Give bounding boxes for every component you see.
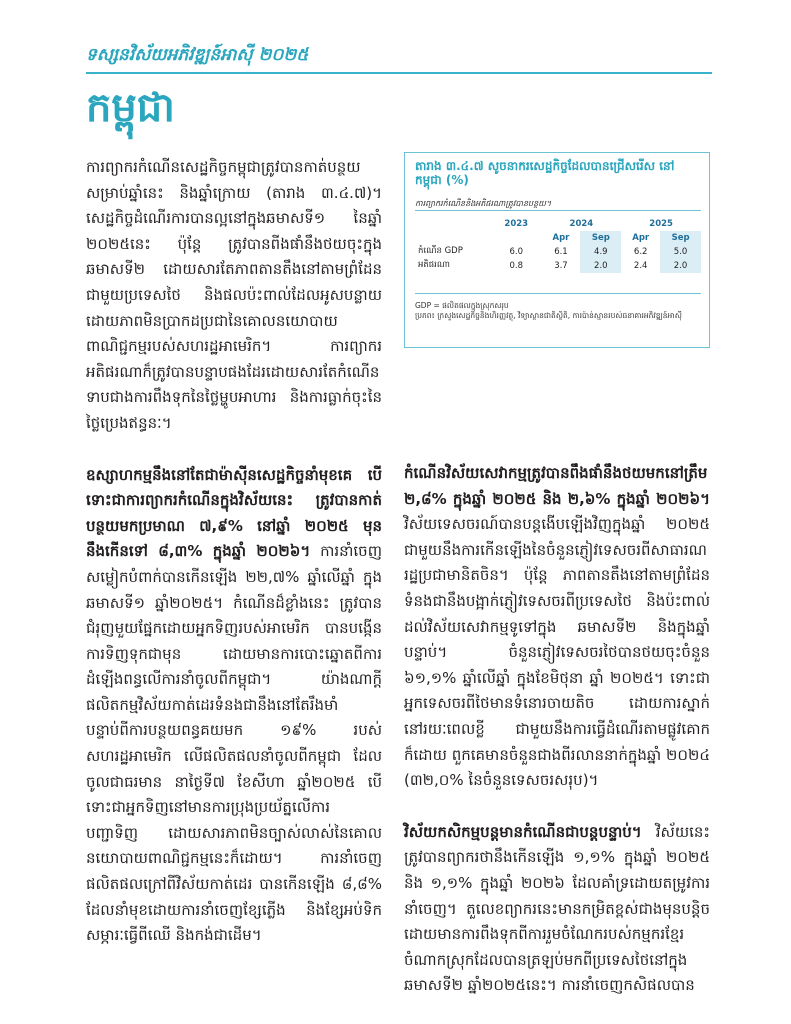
paragraph-industry xyxy=(86,463,382,949)
table-note: GDP = ផលិតផលក្នុងស្រុកសរុប xyxy=(415,301,509,310)
paragraph-body: វិស័យទេសចរណ៍បានបន្តងើបឡើងវិញក្នុងឆ្នាំ ២០២៥ ជាមួយនឹងការកើនឡើងនៃចំនួនភ្ញៀវទេសចរពីសាធារណរដ្ឋប្រជាមានិតចិន។ ប៉ុន្តែ ភាពតានតឹងនៅតាមព្រំដែនទំនងជានឹងបង្អាក់ភ្ញៀវទេសចរពីប្រទេសថៃ និងប៉ះពាល់ដល់វិស័យសេវាកម្មទូទៅក្នុង ឆមាសទី២ និងក្នុងឆ្នាំបន្ទាប់។ ចំនួនភ្ញៀវទេសចរថៃបានថយចុះចំនួន ៦១,១% ឆ្នាំលើឆ្នាំ ក្នុងខែមិថុនា ឆ្នាំ ២០២៥។ ទោះជាអ្នកទេសចរពីថៃមានទំនោរចាយតិច ដោយការស្នាក់នៅរយៈពេលខ្លី ជាមួយនឹងការធ្វើដំណើរតាមផ្លូវគោកក៏ដោយ ពួកគេមានចំនួនជាងពីរលាននាក់ក្នុងឆ្នាំ ២០២៤ (៣២,០% នៃចំនួនទេសចរសរុប)។ xyxy=(404,515,710,790)
table-cell: 6.2 xyxy=(633,247,648,257)
table-cell: 2.4 xyxy=(633,261,648,271)
paragraph-body: វិស័យនេះត្រូវបានព្យាករថានឹងកើនឡើង ១,១% ក្នុងឆ្នាំ ២០២៥ និង ១,១% ក្នុងឆ្នាំ ២០២៦ ដែលគាំទ្រដោយតម្រូវការនាំចេញ។ តួលេខព្យាករនេះមានកម្រិតខ្ពស់ជាងមុនបន្តិច ដោយមានការពឹងទុកពីការរួមចំណែករបស់កម្មករខ្មែរចំណាកស្រុកដែលបានត្រឡប់មកពីប្រទេសថៃនៅក្នុងឆមាសទី២ ឆ្នាំ២០២៥នេះ។ ការនាំចេញកសិផលបាន xyxy=(404,822,710,995)
month-header: Sep xyxy=(580,231,621,245)
paragraph-body: ការនាំចេញសម្លៀកបំពាក់បានកើនឡើង ២២,៧% ឆ្នាំលើឆ្នាំ ក្នុង ឆមាសទី១ ឆ្នាំ២០២៥។ កំណើនដ៏ខ្លាំងនេះ ត្រូវបានជំរុញមួយផ្នែកដោយអ្នកទិញរបស់អាមេរិក បានបង្កើនការទិញទុកជាមុន ដោយមានការបោះឆ្នោតពីការដំឡើងពន្ធលើការនាំចូលពីកម្ពុជា។ យ៉ាងណាក្តី ផលិតកម្មវិស័យកាត់ដេរទំនងជានឹងនៅតែរឹងមាំ បន្ទាប់ពីការបន្ថយពន្ធគយមក ១៩% របស់សហរដ្ឋអាមេរិក លើផលិតផលនាំចូលពីកម្ពុជា ដែលចូលជាធរមាន នាថ្ងៃទី៧ ខែសីហា ឆ្នាំ២០២៥ បើទោះជាអ្នកទិញនៅមានការប្រុងប្រយ័ត្នលើការបញ្ជាទិញ ដោយសារភាពមិនច្បាស់លាស់នៃគោលនយោបាយពាណិជ្ជកម្មនេះក៏ដោយ។ ការនាំចេញផលិតផលក្រៅពីវិស័យកាត់ដេរ បានកើនឡើង ៨,៨% ដែលនាំមុខដោយការនាំចេញខ្សែភ្លើង និងខ្សែអប់ទិក សម្ភារៈធ្វើពីឈើ និងកង់ជាដើម។ xyxy=(86,542,382,945)
table-rule-top xyxy=(415,210,701,211)
table-cell: 6.1 xyxy=(554,247,568,257)
paragraph-outlook: ការព្យាករកំណើនសេដ្ឋកិច្ចកម្ពុជាត្រូវបានកាត់បន្ថយសម្រាប់ឆ្នាំនេះ និងឆ្នាំក្រោយ (តារាង ៣.៤.៧)។ សេដ្ឋកិច្ចដំណើរការបានល្អនៅក្នុងឆមាសទី១ នៃឆ្នាំ ២០២៥នេះ ប៉ុន្តែ ត្រូវបានពីងផាំនឹងថយចុះក្នុងឆមាសទី២ ដោយសារតែភាពតានតឹងនៅតាមព្រំដែនជាមួយប្រទេសថៃ និងផលប៉ះពាល់ដែលអូសបន្លាយដោយភាពមិនប្រាកដប្រជានៃគោលនយោបាយពាណិជ្ជកម្មរបស់សហរដ្ឋអាមេរិក។ ការព្យាករអតិផរណាក៏ត្រូវបានបន្ទាបផងដែរដោយសារតែកំណើនទាបជាងការពឹងទុកនៃថ្លៃម្ហូបអាហារ និងការធ្លាក់ចុះនៃថ្លៃប្រេងឥន្ធនៈ។ xyxy=(86,158,382,432)
table-rule-bottom xyxy=(415,293,701,294)
table-source: ប្រភព៖ ក្រសួងសេដ្ឋកិច្ចនិងហិរញ្ញវត្ថុ, វិទ្យាស្ថានជាតិស្ថិតិ, ការប៉ាន់ស្មានរបស់ធនាគារអភិវឌ្ឍន៍អាស៊ី xyxy=(415,311,682,320)
year-header: 2023 xyxy=(504,219,529,229)
table-title: តារាង ៣.៤.៧ សូចនាករសេដ្ឋកិច្ចដែលបានជ្រើសរើស នៅកម្ពុជា (%) xyxy=(415,159,675,187)
running-header: ទស្សនវិស័យអភិវឌ្ឍន៍អាស៊ី ២០២៥ xyxy=(86,45,309,65)
table-cell: 4.9 xyxy=(580,245,621,259)
paragraph-services xyxy=(404,461,710,794)
left-column xyxy=(86,155,382,949)
row-label: កំណើន GDP xyxy=(418,246,463,256)
table-cell: 0.8 xyxy=(509,261,524,271)
paragraph-agriculture xyxy=(404,820,710,999)
year-header: 2025 xyxy=(649,219,673,229)
right-column xyxy=(404,461,710,999)
table-cell: 6.0 xyxy=(509,247,524,257)
table-subtitle: ការព្យាករកំណើននិងអតិផរណាត្រូវបានបន្ថយ។ xyxy=(415,199,552,208)
indicator-table-box xyxy=(404,152,710,348)
year-header: 2024 xyxy=(569,219,594,229)
indicator-table xyxy=(415,217,701,273)
month-header: Apr xyxy=(632,233,650,243)
table-row xyxy=(415,245,701,259)
table-row xyxy=(415,259,701,273)
month-header: Apr xyxy=(552,233,570,243)
paragraph-lead: កំណើនវិស័យសេវាកម្មត្រូវបានពឹងផាំនឹងថយមកនៅត្រឹម ២,៨% ក្នុងឆ្នាំ ២០២៥ និង ២,៦% ក្នុងឆ្នាំ ២០២៦។ xyxy=(404,464,710,508)
paragraph-lead: វិស័យកសិកម្មបន្តមានកំណើនជាបន្តបន្ទាប់។ xyxy=(404,822,642,841)
table-cell: 5.0 xyxy=(660,245,701,259)
country-heading: កម្ពុជា xyxy=(86,85,175,131)
table-cell: 2.0 xyxy=(660,259,701,273)
table-cell: 3.7 xyxy=(554,261,568,271)
table-cell: 2.0 xyxy=(580,259,621,273)
header-rule xyxy=(86,72,712,74)
month-header: Sep xyxy=(660,231,701,245)
table-notes xyxy=(415,301,701,321)
paragraph-lead: ឧស្សាហកម្មនឹងនៅតែជាម៉ាស៊ីនសេដ្ឋកិច្ចនាំមុខគេ បើទោះជាការព្យាករកំណើនក្នុងវិស័យនេះ ត្រូវបានកាត់បន្ថយមកប្រមាណ ៧,៩% នៅឆ្នាំ ២០២៥ មុននឹងកើនទៅ ៨,៣% ក្នុងឆ្នាំ ២០២៦។ xyxy=(86,465,382,561)
row-label: អតិផរណា xyxy=(418,260,450,270)
